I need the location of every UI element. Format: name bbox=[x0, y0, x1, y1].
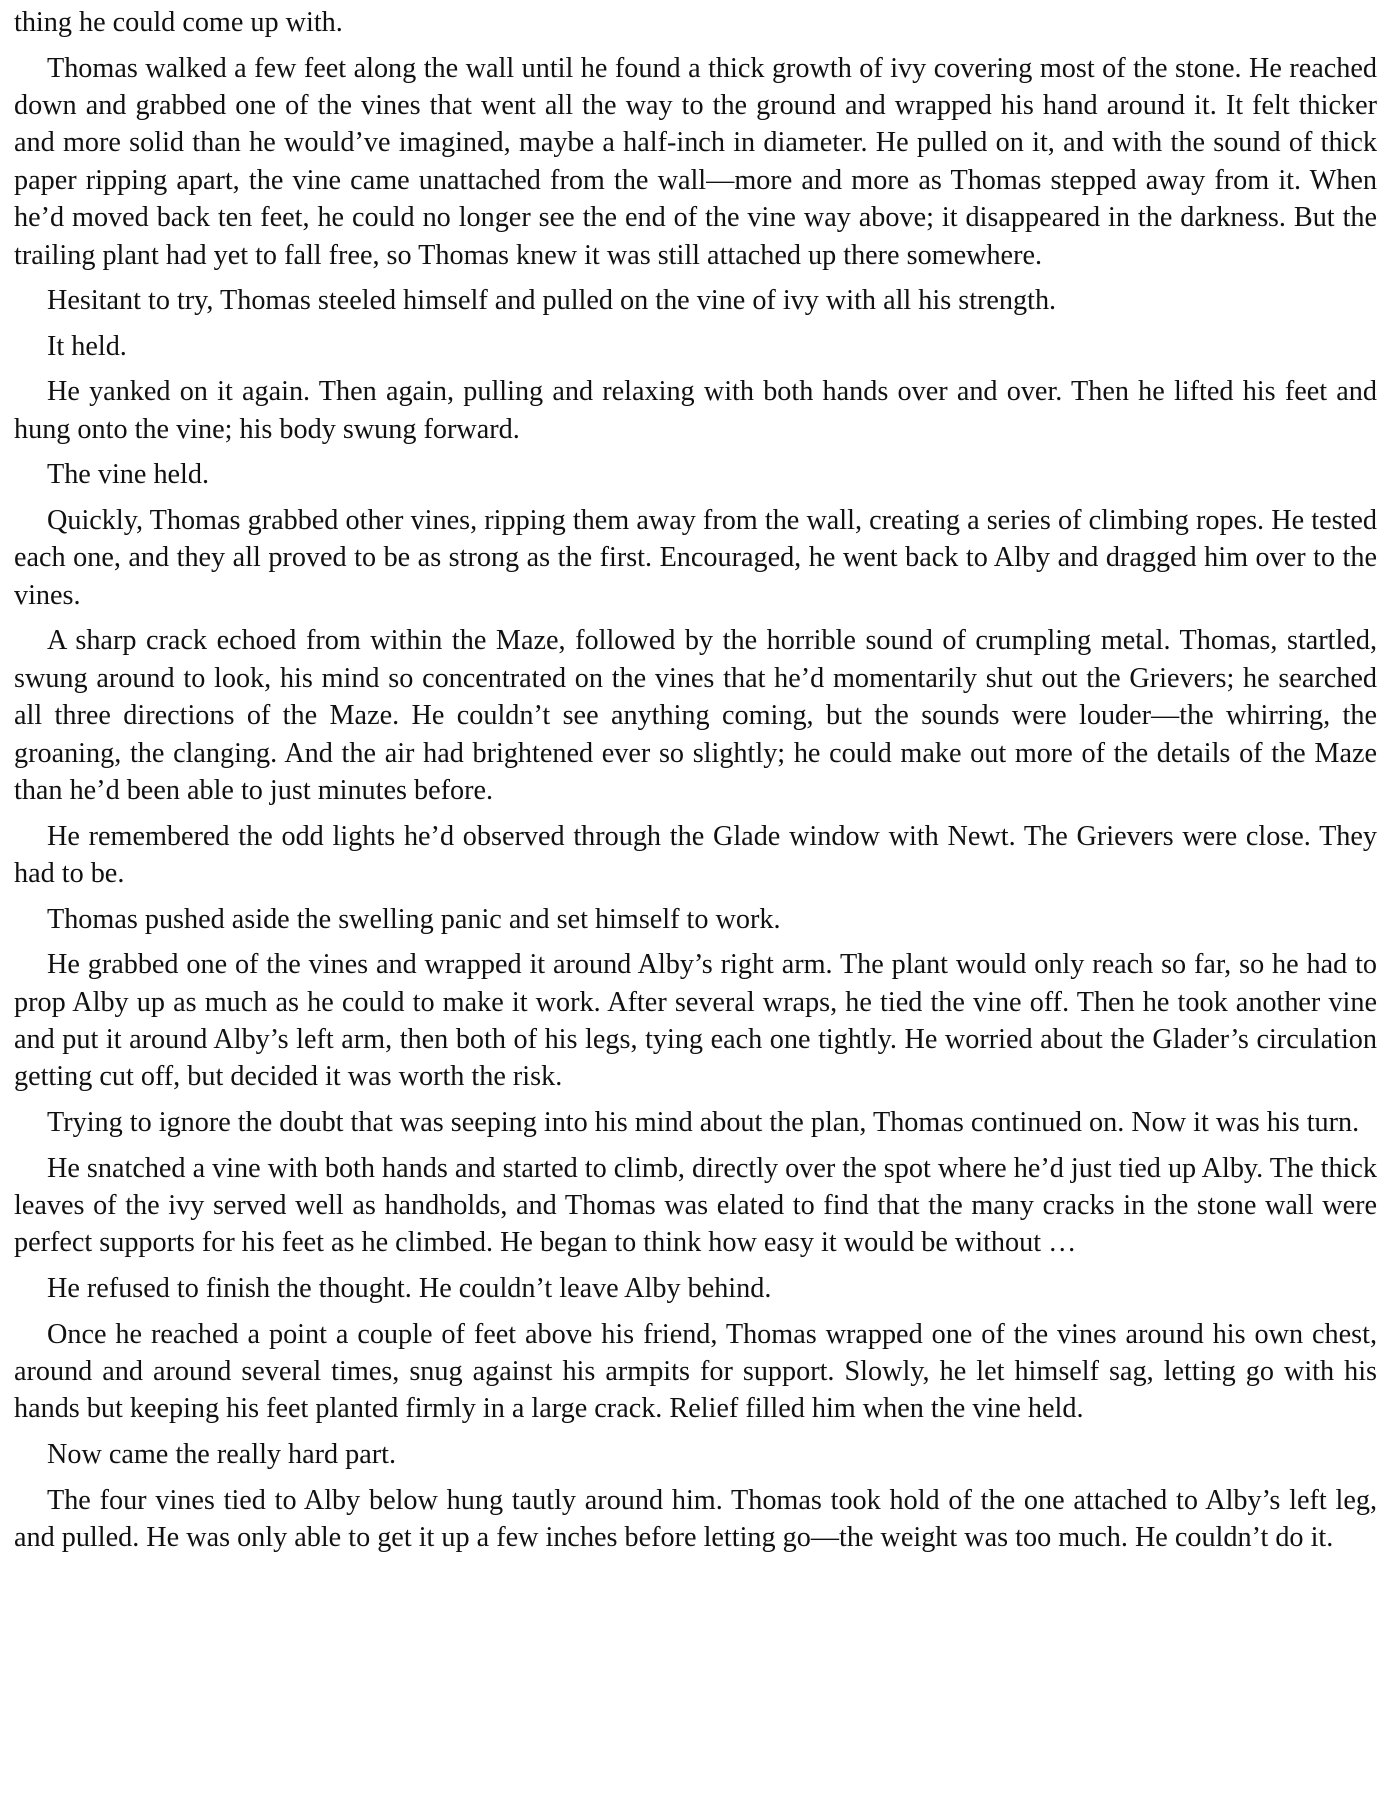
paragraph: He yanked on it again. Then again, pulling and relaxing with both hands over and over. Then he lifted his feet and hung onto the vine; his body swung forward. bbox=[14, 376, 1377, 445]
paragraph: The four vines tied to Alby below hung tautly around him. Thomas took hold of the one attached to Alby’s left leg, and pulled. He was only able to get it up a few inches before letting go—the weight was too much. He couldn’t do it. bbox=[14, 1484, 1377, 1554]
paragraph: He refused to finish the thought. He couldn’t leave Alby behind. bbox=[47, 1273, 772, 1305]
paragraph: Now came the really hard part. bbox=[47, 1439, 397, 1471]
paragraph: The vine held. bbox=[47, 459, 210, 491]
paragraph: Thomas walked a few feet along the wall until he found a thick growth of ivy covering most of the stone. He reached down and grabbed one of the vines that went all the way to the ground and wrapped his hand around it. It felt thicker and more solid than he would’ve imagined, maybe a half-inch in diameter. He pulled on it, and with the sound of thick paper ripping apart, the vine came unattached from the wall—more and more as Thomas stepped away from it. When he’d moved back ten feet, he could no longer see the end of the vine way above; it disappeared in the darkness. But the trailing plant had yet to fall free, so Thomas knew it was still attached up there somewhere. bbox=[14, 52, 1377, 271]
paragraph: He grabbed one of the vines and wrapped it around Alby’s right arm. The plant would only reach so far, so he had to prop Alby up as much as he could to make it work. After several wraps, he tied the vine off. Then he took another vine and put it around Alby’s left arm, then both of his legs, tying each one tightly. He worried about the Glader’s circulation getting cut off, but decided it was worth the risk. bbox=[14, 949, 1377, 1093]
paragraph: Trying to ignore the doubt that was seeping into his mind about the plan, Thomas continued on. Now it was his turn. bbox=[47, 1107, 1360, 1139]
paragraph: He remembered the odd lights he’d observed through the Glade window with Newt. The Grievers were close. They had to be. bbox=[14, 820, 1377, 890]
paragraph: Thomas pushed aside the swelling panic and set himself to work. bbox=[47, 903, 781, 935]
paragraph: It held. bbox=[47, 330, 127, 362]
paragraph: Hesitant to try, Thomas steeled himself and pulled on the vine of ivy with all his strength. bbox=[47, 285, 1057, 317]
paragraph: Once he reached a point a couple of feet above his friend, Thomas wrapped one of the vines around his own chest, around and around several times, snug against his armpits for support. Slowly, he let himself sag, letting go with his hands but keeping his feet planted firmly in a large crack. Relief filled him when the vine held. bbox=[14, 1318, 1377, 1425]
paragraph: He snatched a vine with both hands and started to climb, directly over the spot where he’d just tied up Alby. The thick leaves of the ivy served well as handholds, and Thomas was elated to find that the many cracks in the stone wall were perfect supports for his feet as he climbed. He began to think how easy it would be without … bbox=[14, 1152, 1377, 1259]
paragraph: Quickly, Thomas grabbed other vines, ripping them away from the wall, creating a series of climbing ropes. He tested each one, and they all proved to be as strong as the first. Encouraged, he went back to Alby and dragged him over to the vines. bbox=[14, 505, 1377, 611]
paragraph: A sharp crack echoed from within the Maze, followed by the horrible sound of crumpling metal. Thomas, startled, swung around to look, his mind so concentrated on the vines that he’d momentarily shut out the Grievers; he searched all three directions of the Maze. He couldn’t see anything coming, but the sounds were louder—the whirring, the groaning, the clanging. And the air had brightened ever so slightly; he could make out more of the details of the Maze than he’d been able to just minutes before. bbox=[14, 625, 1377, 807]
paragraph-continuation: thing he could come up with. bbox=[14, 7, 343, 38]
